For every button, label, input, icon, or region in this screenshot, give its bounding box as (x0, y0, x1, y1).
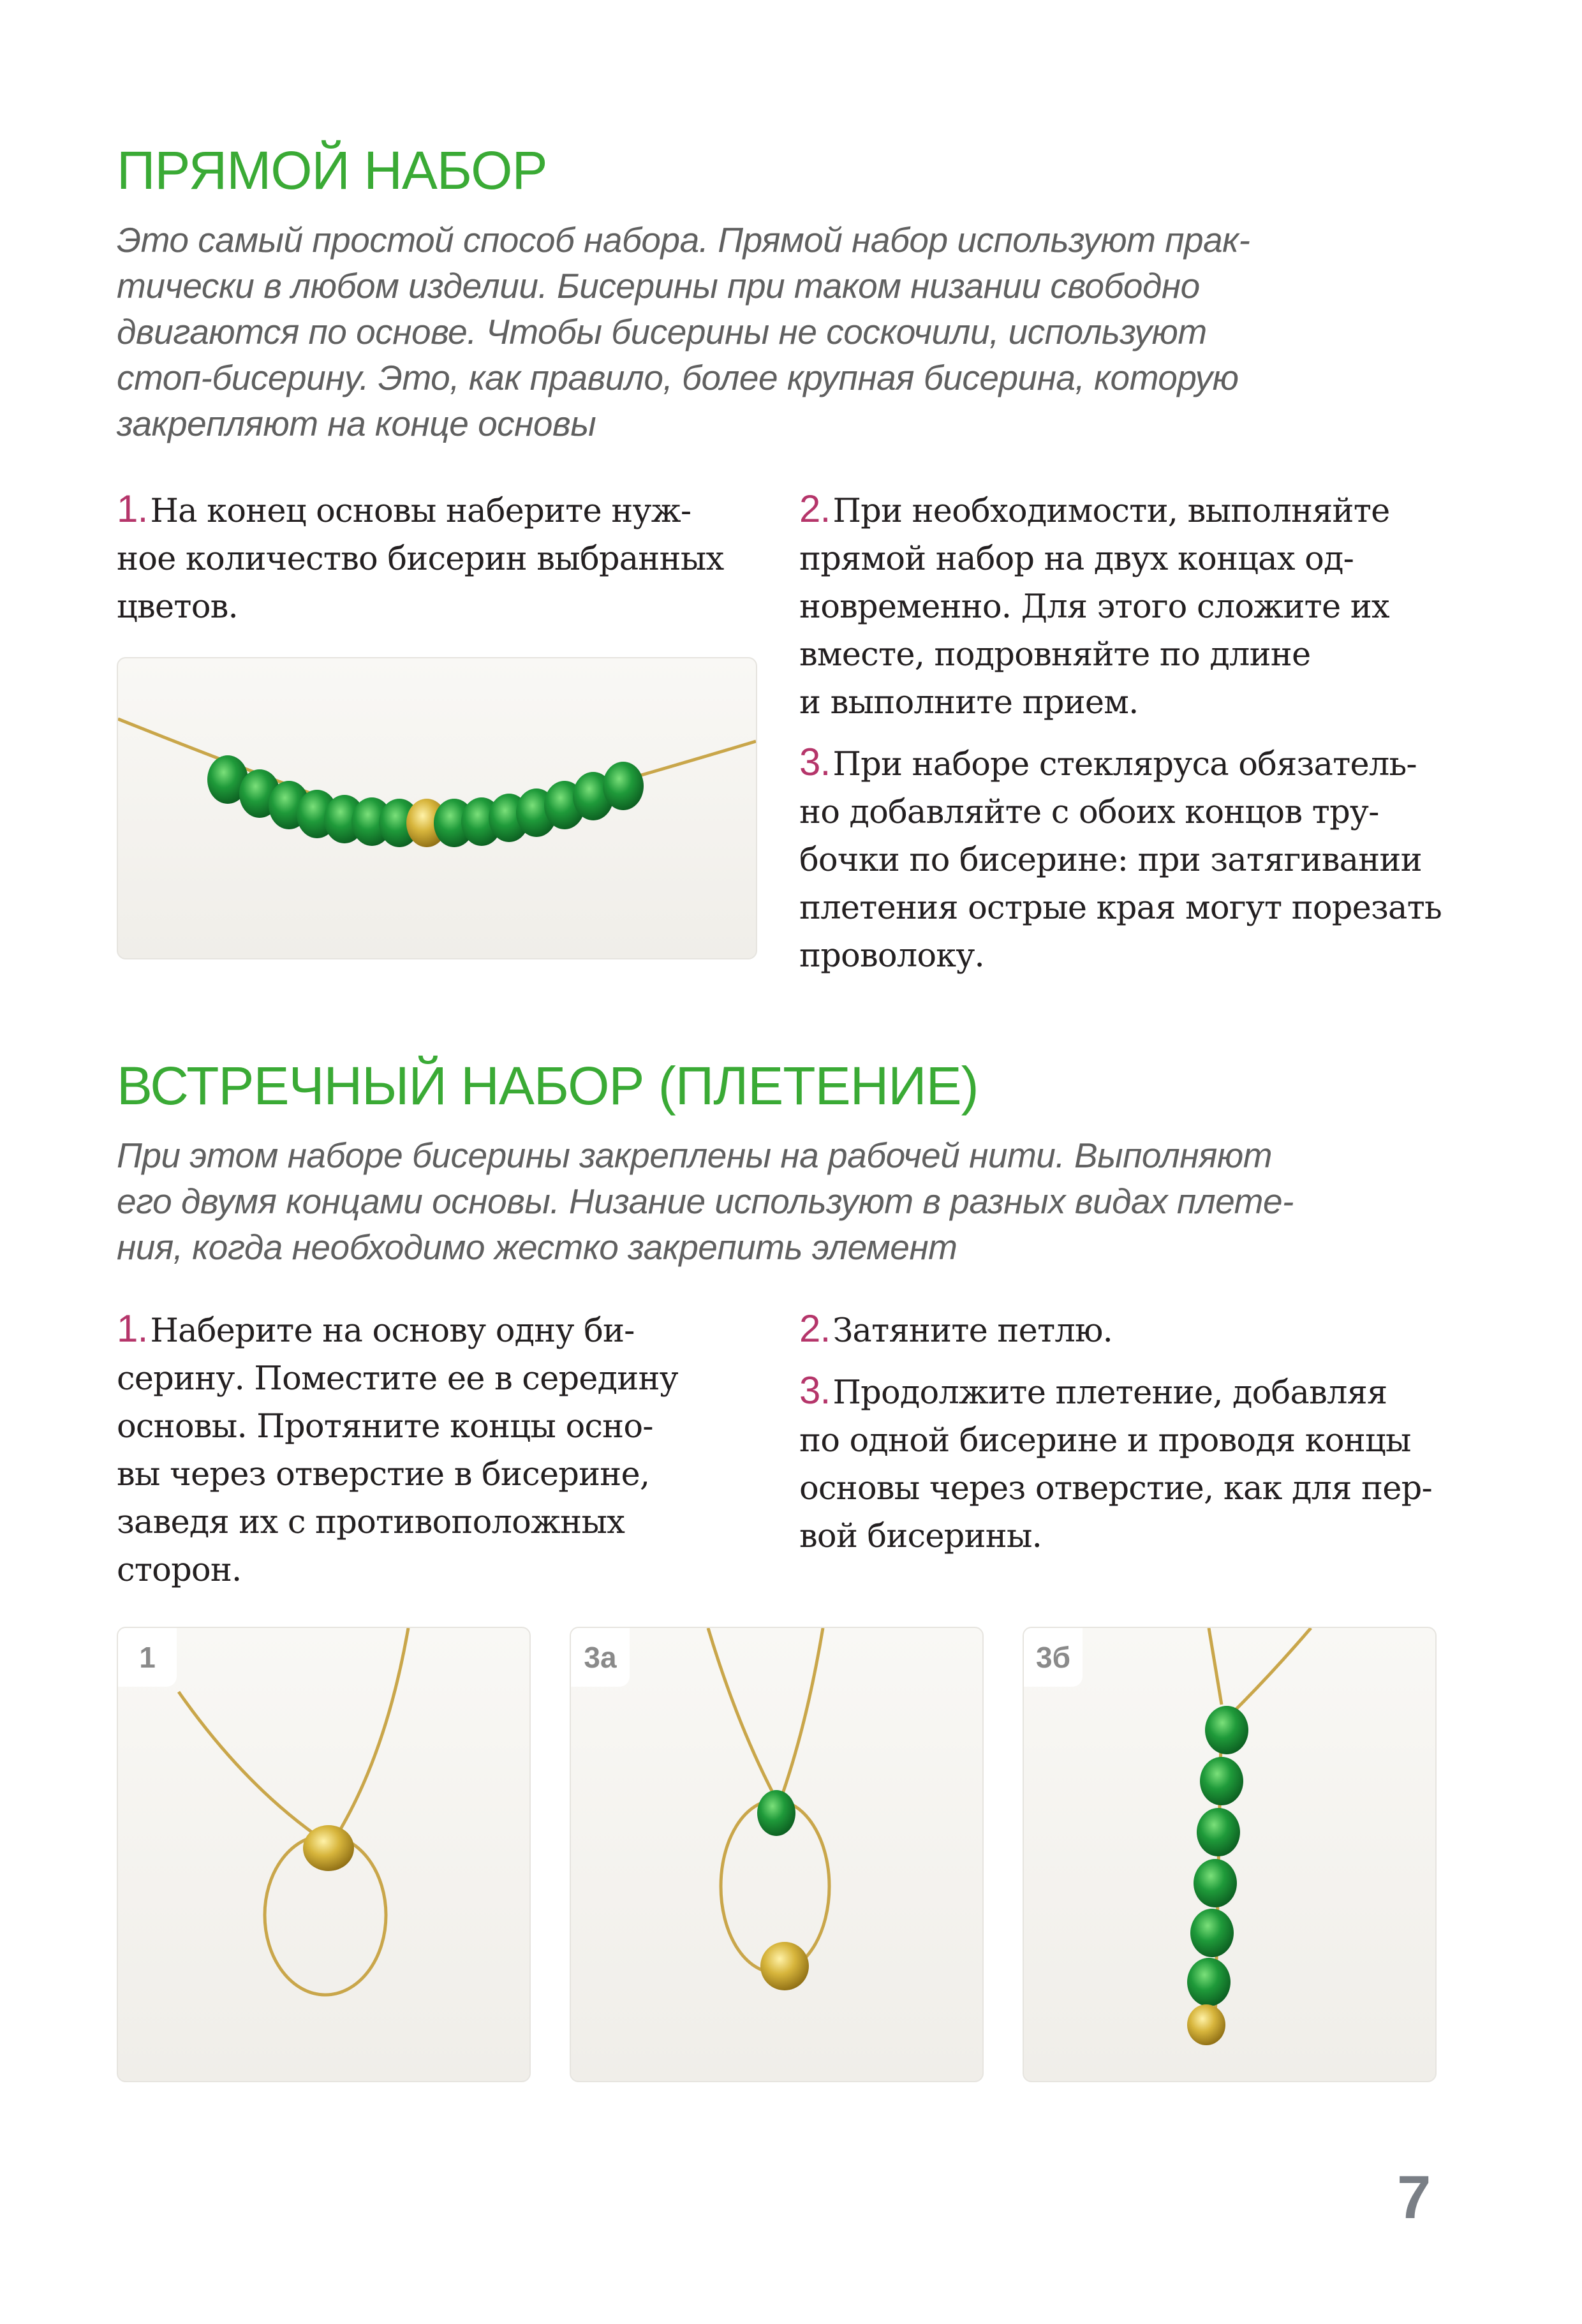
step-line: но добавляйте с обоих концов тру- (799, 794, 1379, 831)
intro-line: закрепляют на конце основы (117, 404, 596, 443)
section1-steps-right (799, 485, 1475, 991)
beads-illustration (118, 658, 756, 958)
step-line: новременно. Для этого сложите их (799, 588, 1389, 626)
step-line: по одной бисерине и проводя концы (799, 1422, 1411, 1460)
bead-column-illustration (1024, 1628, 1435, 2081)
section2-steps-left (117, 1305, 761, 1606)
intro-line: ния, когда необходимо жестко закрепить элемент (117, 1227, 957, 1267)
intro-line: стоп-бисерину. Это, как правило, более крупная бисерина, которую (117, 358, 1239, 397)
loop-one-bead-illustration (118, 1628, 529, 2081)
photo-label: 1 (118, 1628, 177, 1687)
page-number: 7 (1397, 2163, 1431, 2231)
step-line: При необходимости, выполняйте (832, 492, 1390, 530)
intro-line: Это самый простой способ набора. Прямой набор используют прак- (117, 220, 1250, 260)
step-line: серину. Поместите ее в середину (117, 1360, 678, 1398)
step-line: бочки по бисерине: при затягивании (799, 841, 1422, 879)
photo-label: 3а (571, 1628, 630, 1687)
step-line: вы через отверстие в бисерине, (117, 1456, 650, 1493)
step-line: цветов. (117, 588, 238, 626)
step-3 (799, 738, 1475, 980)
step-3 (799, 1366, 1475, 1560)
photo-label: 3б (1024, 1628, 1083, 1687)
step-line: плетения острые края могут порезать (799, 889, 1442, 927)
section1-steps-left (117, 485, 761, 642)
section1-title: ПРЯМОЙ НАБОР (117, 140, 547, 200)
step-line: основы. Протяните концы осно- (117, 1408, 653, 1446)
step-number: 2. (799, 487, 831, 530)
step-2 (799, 1305, 1475, 1355)
step-line: и выполните прием. (799, 684, 1139, 722)
photo-step-1 (117, 1627, 531, 2082)
photo-step-3a (570, 1627, 984, 2082)
step-number: 3. (799, 741, 831, 783)
step-number: 2. (799, 1307, 831, 1350)
photo-step-3b (1023, 1627, 1437, 2082)
step-line: На конец основы наберите нуж- (150, 492, 691, 530)
section2-intro (117, 1132, 1495, 1270)
step-line: вой бисерины. (799, 1518, 1042, 1555)
step-line: При наборе стекляруса обязатель- (832, 746, 1417, 783)
loop-two-beads-illustration (571, 1628, 982, 2081)
step-1 (117, 485, 761, 631)
section2-title: ВСТРЕЧНЫЙ НАБОР (ПЛЕТЕНИЕ) (117, 1056, 979, 1116)
step-1 (117, 1305, 761, 1594)
step-line: прямой набор на двух концах од- (799, 540, 1354, 578)
step-line: ное количество бисерин выбранных (117, 540, 724, 578)
step-line: Затяните петлю. (832, 1312, 1113, 1350)
step-line: Наберите на основу одну би- (150, 1312, 635, 1350)
step-line: сторон. (117, 1551, 242, 1589)
intro-line: При этом наборе бисерины закреплены на рабочей нити. Выполняют (117, 1136, 1273, 1175)
step-line: проволоку. (799, 937, 984, 975)
step-line: Продолжите плетение, добавляя (832, 1374, 1387, 1412)
section1-intro (117, 217, 1495, 447)
step-line: вместе, подровняйте по длине (799, 636, 1311, 674)
step-2 (799, 485, 1475, 727)
beads-on-wire-photo (117, 657, 757, 959)
intro-line: тически в любом изделии. Бисерины при таком низании свободно (117, 266, 1200, 306)
section2-steps-right (799, 1305, 1475, 1572)
step-number: 1. (117, 1307, 148, 1350)
step-number: 1. (117, 487, 148, 530)
step-number: 3. (799, 1369, 831, 1412)
step-line: заведя их с противоположных (117, 1504, 625, 1541)
intro-line: его двумя концами основы. Низание используют в разных видах плете- (117, 1181, 1294, 1221)
intro-line: двигаются по основе. Чтобы бисерины не соскочили, используют (117, 312, 1207, 352)
step-line: основы через отверстие, как для пер- (799, 1470, 1432, 1507)
